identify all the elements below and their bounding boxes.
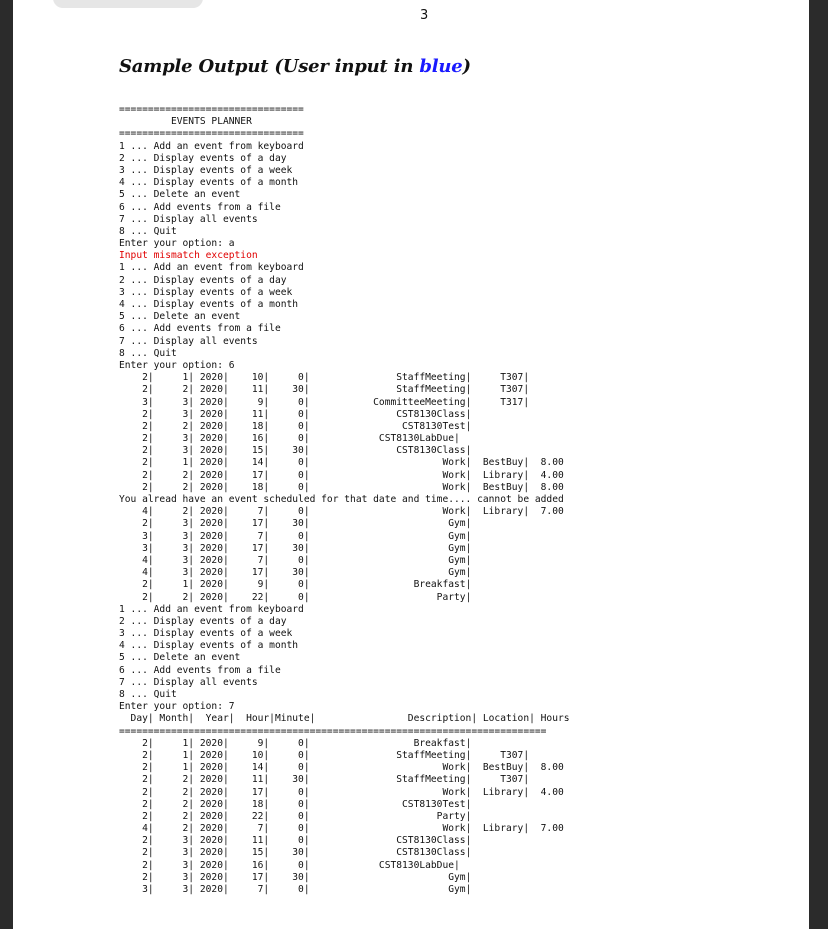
console-line: 2| 2| 2020| 18| 0| CST8130Test| xyxy=(119,420,472,432)
console-line: 3| 3| 2020| 7| 0| Gym| xyxy=(119,884,472,895)
console-line: 2 ... Display events of a day xyxy=(119,274,287,286)
console-line: 2| 3| 2020| 15| 30| CST8130Class| xyxy=(119,445,472,457)
console-line: 5 ... Delete an event xyxy=(119,652,241,664)
console-line: 2| 2| 2020| 18| 0| CST8130Test| xyxy=(119,798,472,810)
console-line: 8 ... Quit xyxy=(119,347,177,359)
console-line: 2| 1| 2020| 10| 0| StaffMeeting| T307| xyxy=(119,749,530,761)
section-heading xyxy=(119,56,471,77)
console-line: 3| 3| 2020| 17| 30| Gym| xyxy=(119,542,472,554)
console-line: 2 ... Display events of a day xyxy=(119,152,287,164)
heading-prefix: Sample Output (User input in xyxy=(119,56,420,77)
console-line: 7 ... Display all events xyxy=(119,213,258,225)
console-line: 2 ... Display events of a day xyxy=(119,615,287,627)
console-line: 7 ... Display all events xyxy=(119,676,258,688)
console-line: 5 ... Delete an event xyxy=(119,311,241,323)
console-line: 2| 3| 2020| 16| 0| CST8130LabDue| xyxy=(119,859,460,871)
console-line: 4| 3| 2020| 17| 30| Gym| xyxy=(119,567,472,579)
console-output xyxy=(119,104,570,896)
console-line: 2| 3| 2020| 16| 0| CST8130LabDue| xyxy=(119,433,460,445)
console-line: 2| 1| 2020| 10| 0| StaffMeeting| T307| xyxy=(119,372,530,384)
console-line: 8 ... Quit xyxy=(119,225,177,237)
console-line: 2| 2| 2020| 22| 0| Party| xyxy=(119,810,472,822)
console-line: 4 ... Display events of a month xyxy=(119,640,299,652)
console-line: ================================ xyxy=(119,128,304,140)
console-line: 1 ... Add an event from keyboard xyxy=(119,262,304,274)
console-line: 2| 2| 2020| 17| 0| Work| Library| 4.00 xyxy=(119,786,564,798)
console-line: 6 ... Add events from a file xyxy=(119,323,281,335)
console-line: ================================ xyxy=(119,104,304,115)
console-line: 7 ... Display all events xyxy=(119,335,258,347)
console-line: 4| 2| 2020| 7| 0| Work| Library| 7.00 xyxy=(119,506,564,518)
console-line: 5 ... Delete an event xyxy=(119,189,241,201)
console-line: 3 ... Display events of a week xyxy=(119,164,293,176)
console-line: 1 ... Add an event from keyboard xyxy=(119,603,304,615)
console-line: 2| 1| 2020| 14| 0| Work| BestBuy| 8.00 xyxy=(119,762,564,774)
console-line: Enter your option: 6 xyxy=(119,359,235,371)
console-line: Day| Month| Year| Hour|Minute| Description| Location| Hours xyxy=(119,713,570,725)
page-number: 3 xyxy=(420,8,429,23)
console-line: 2| 2| 2020| 22| 0| Party| xyxy=(119,591,472,603)
console-line: 4 ... Display events of a month xyxy=(119,177,299,189)
console-line: 8 ... Quit xyxy=(119,689,177,700)
console-line: 6 ... Add events from a file xyxy=(119,664,281,676)
heading-suffix: ) xyxy=(462,56,471,77)
console-line: You alread have an event scheduled for that date and time.... cannot be added xyxy=(119,494,564,505)
console-line: 2| 3| 2020| 17| 30| Gym| xyxy=(119,871,472,883)
console-line: 1 ... Add an event from keyboard xyxy=(119,140,304,152)
console-line: 2| 3| 2020| 17| 30| Gym| xyxy=(119,518,472,530)
console-line: 3 ... Display events of a week xyxy=(119,628,293,640)
console-line: 3| 3| 2020| 7| 0| Gym| xyxy=(119,530,472,542)
console-line: 2| 3| 2020| 15| 30| CST8130Class| xyxy=(119,847,472,859)
error-message: Input mismatch exception xyxy=(119,250,258,262)
console-line: 6 ... Add events from a file xyxy=(119,201,281,213)
viewer-tab[interactable] xyxy=(53,0,203,8)
console-line: 2| 2| 2020| 11| 30| StaffMeeting| T307| xyxy=(119,774,530,786)
console-line: Enter your option: 7 xyxy=(119,701,235,713)
console-line: EVENTS PLANNER xyxy=(119,116,252,128)
console-line: 4| 3| 2020| 7| 0| Gym| xyxy=(119,554,472,566)
console-line: 2| 2| 2020| 17| 0| Work| Library| 4.00 xyxy=(119,469,564,481)
console-line: 2| 3| 2020| 11| 0| CST8130Class| xyxy=(119,835,472,847)
console-line: 2| 1| 2020| 9| 0| Breakfast| xyxy=(119,579,472,591)
console-line: 2| 1| 2020| 9| 0| Breakfast| xyxy=(119,737,472,749)
console-line: 4 ... Display events of a month xyxy=(119,299,299,310)
console-line: 2| 2| 2020| 18| 0| Work| BestBuy| 8.00 xyxy=(119,481,564,493)
heading-highlight: blue xyxy=(419,56,463,77)
console-line: Enter your option: a xyxy=(119,238,235,250)
console-line: 2| 3| 2020| 11| 0| CST8130Class| xyxy=(119,408,472,420)
console-line: 3| 3| 2020| 9| 0| CommitteeMeeting| T317| xyxy=(119,396,530,408)
console-line: ========================================================================== xyxy=(119,725,547,737)
console-line: 2| 2| 2020| 11| 30| StaffMeeting| T307| xyxy=(119,384,530,396)
console-line: 4| 2| 2020| 7| 0| Work| Library| 7.00 xyxy=(119,823,564,835)
console-line: 3 ... Display events of a week xyxy=(119,286,293,298)
document-page xyxy=(13,0,809,929)
console-line: 2| 1| 2020| 14| 0| Work| BestBuy| 8.00 xyxy=(119,457,564,469)
